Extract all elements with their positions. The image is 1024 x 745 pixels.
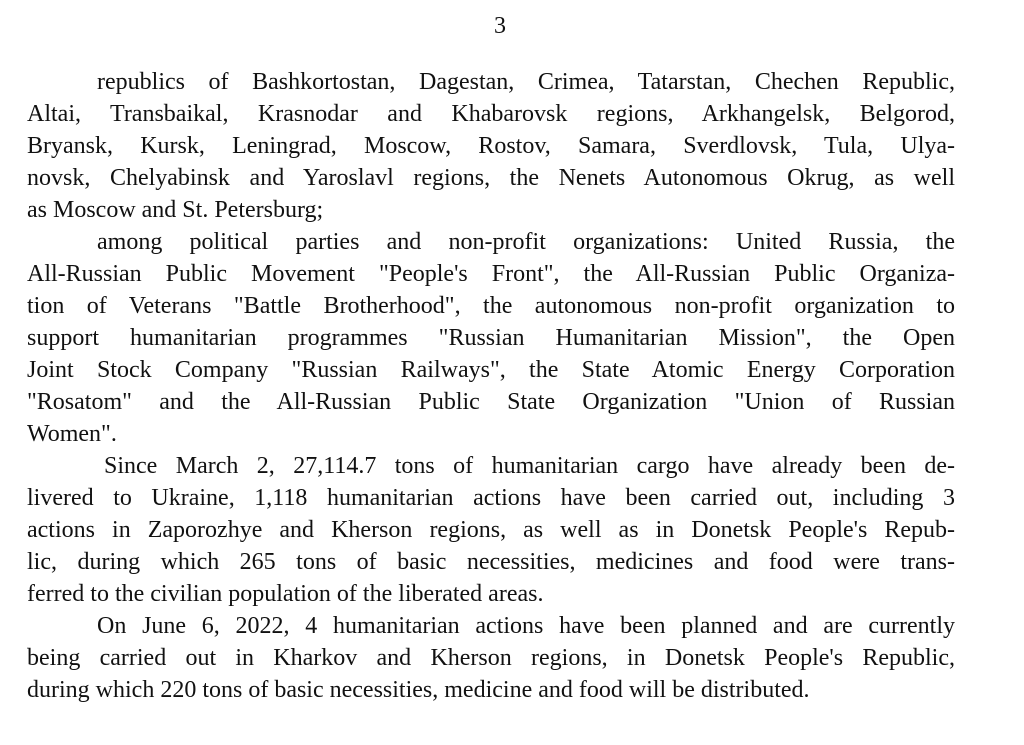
paragraph-regions [27,66,955,226]
text-line: Women". [27,421,117,447]
document-body [27,66,955,706]
text-line: being carried out in Kharkov and Kherson regions, in Donetsk People's Republic, [27,645,955,671]
text-line: ferred to the civilian population of the liberated areas. [27,581,544,607]
text-line: actions in Zaporozhye and Kherson regions, as well as in Donetsk People's Repub- [27,517,955,543]
text-line: during which 220 tons of basic necessities, medicine and food will be distributed. [27,677,810,703]
text-line: republics of Bashkortostan, Dagestan, Crimea, Tatarstan, Chechen Republic, [97,69,955,95]
text-line: tion of Veterans "Battle Brotherhood", the autonomous non-profit organization to [27,293,955,319]
paragraph-cargo-delivered [27,450,955,610]
text-line: as Moscow and St. Petersburg; [27,197,324,223]
text-line: novsk, Chelyabinsk and Yaroslavl regions, the Nenets Autonomous Okrug, as well [27,165,955,191]
text-line: On June 6, 2022, 4 humanitarian actions have been planned and are currently [97,613,955,639]
text-line: Bryansk, Kursk, Leningrad, Moscow, Rostov, Samara, Sverdlovsk, Tula, Ulya- [27,133,955,159]
text-line: Since March 2, 27,114.7 tons of humanitarian cargo have already been de- [104,453,955,479]
text-line: "Rosatom" and the All-Russian Public State Organization "Union of Russian [27,389,955,415]
text-line: livered to Ukraine, 1,118 humanitarian actions have been carried out, including 3 [27,485,955,511]
text-line: All-Russian Public Movement "People's Front", the All-Russian Public Organiza- [27,261,955,287]
text-line: Joint Stock Company "Russian Railways", the State Atomic Energy Corporation [27,357,955,383]
paragraph-planned-actions [27,610,955,706]
paragraph-organizations [27,226,955,450]
text-line: lic, during which 265 tons of basic necessities, medicines and food were trans- [27,549,955,575]
text-line: Altai, Transbaikal, Krasnodar and Khabarovsk regions, Arkhangelsk, Belgorod, [27,101,955,127]
text-line: support humanitarian programmes "Russian Humanitarian Mission", the Open [27,325,955,351]
text-line: among political parties and non-profit organizations: United Russia, the [97,229,955,255]
page-number: 3 [494,13,506,39]
